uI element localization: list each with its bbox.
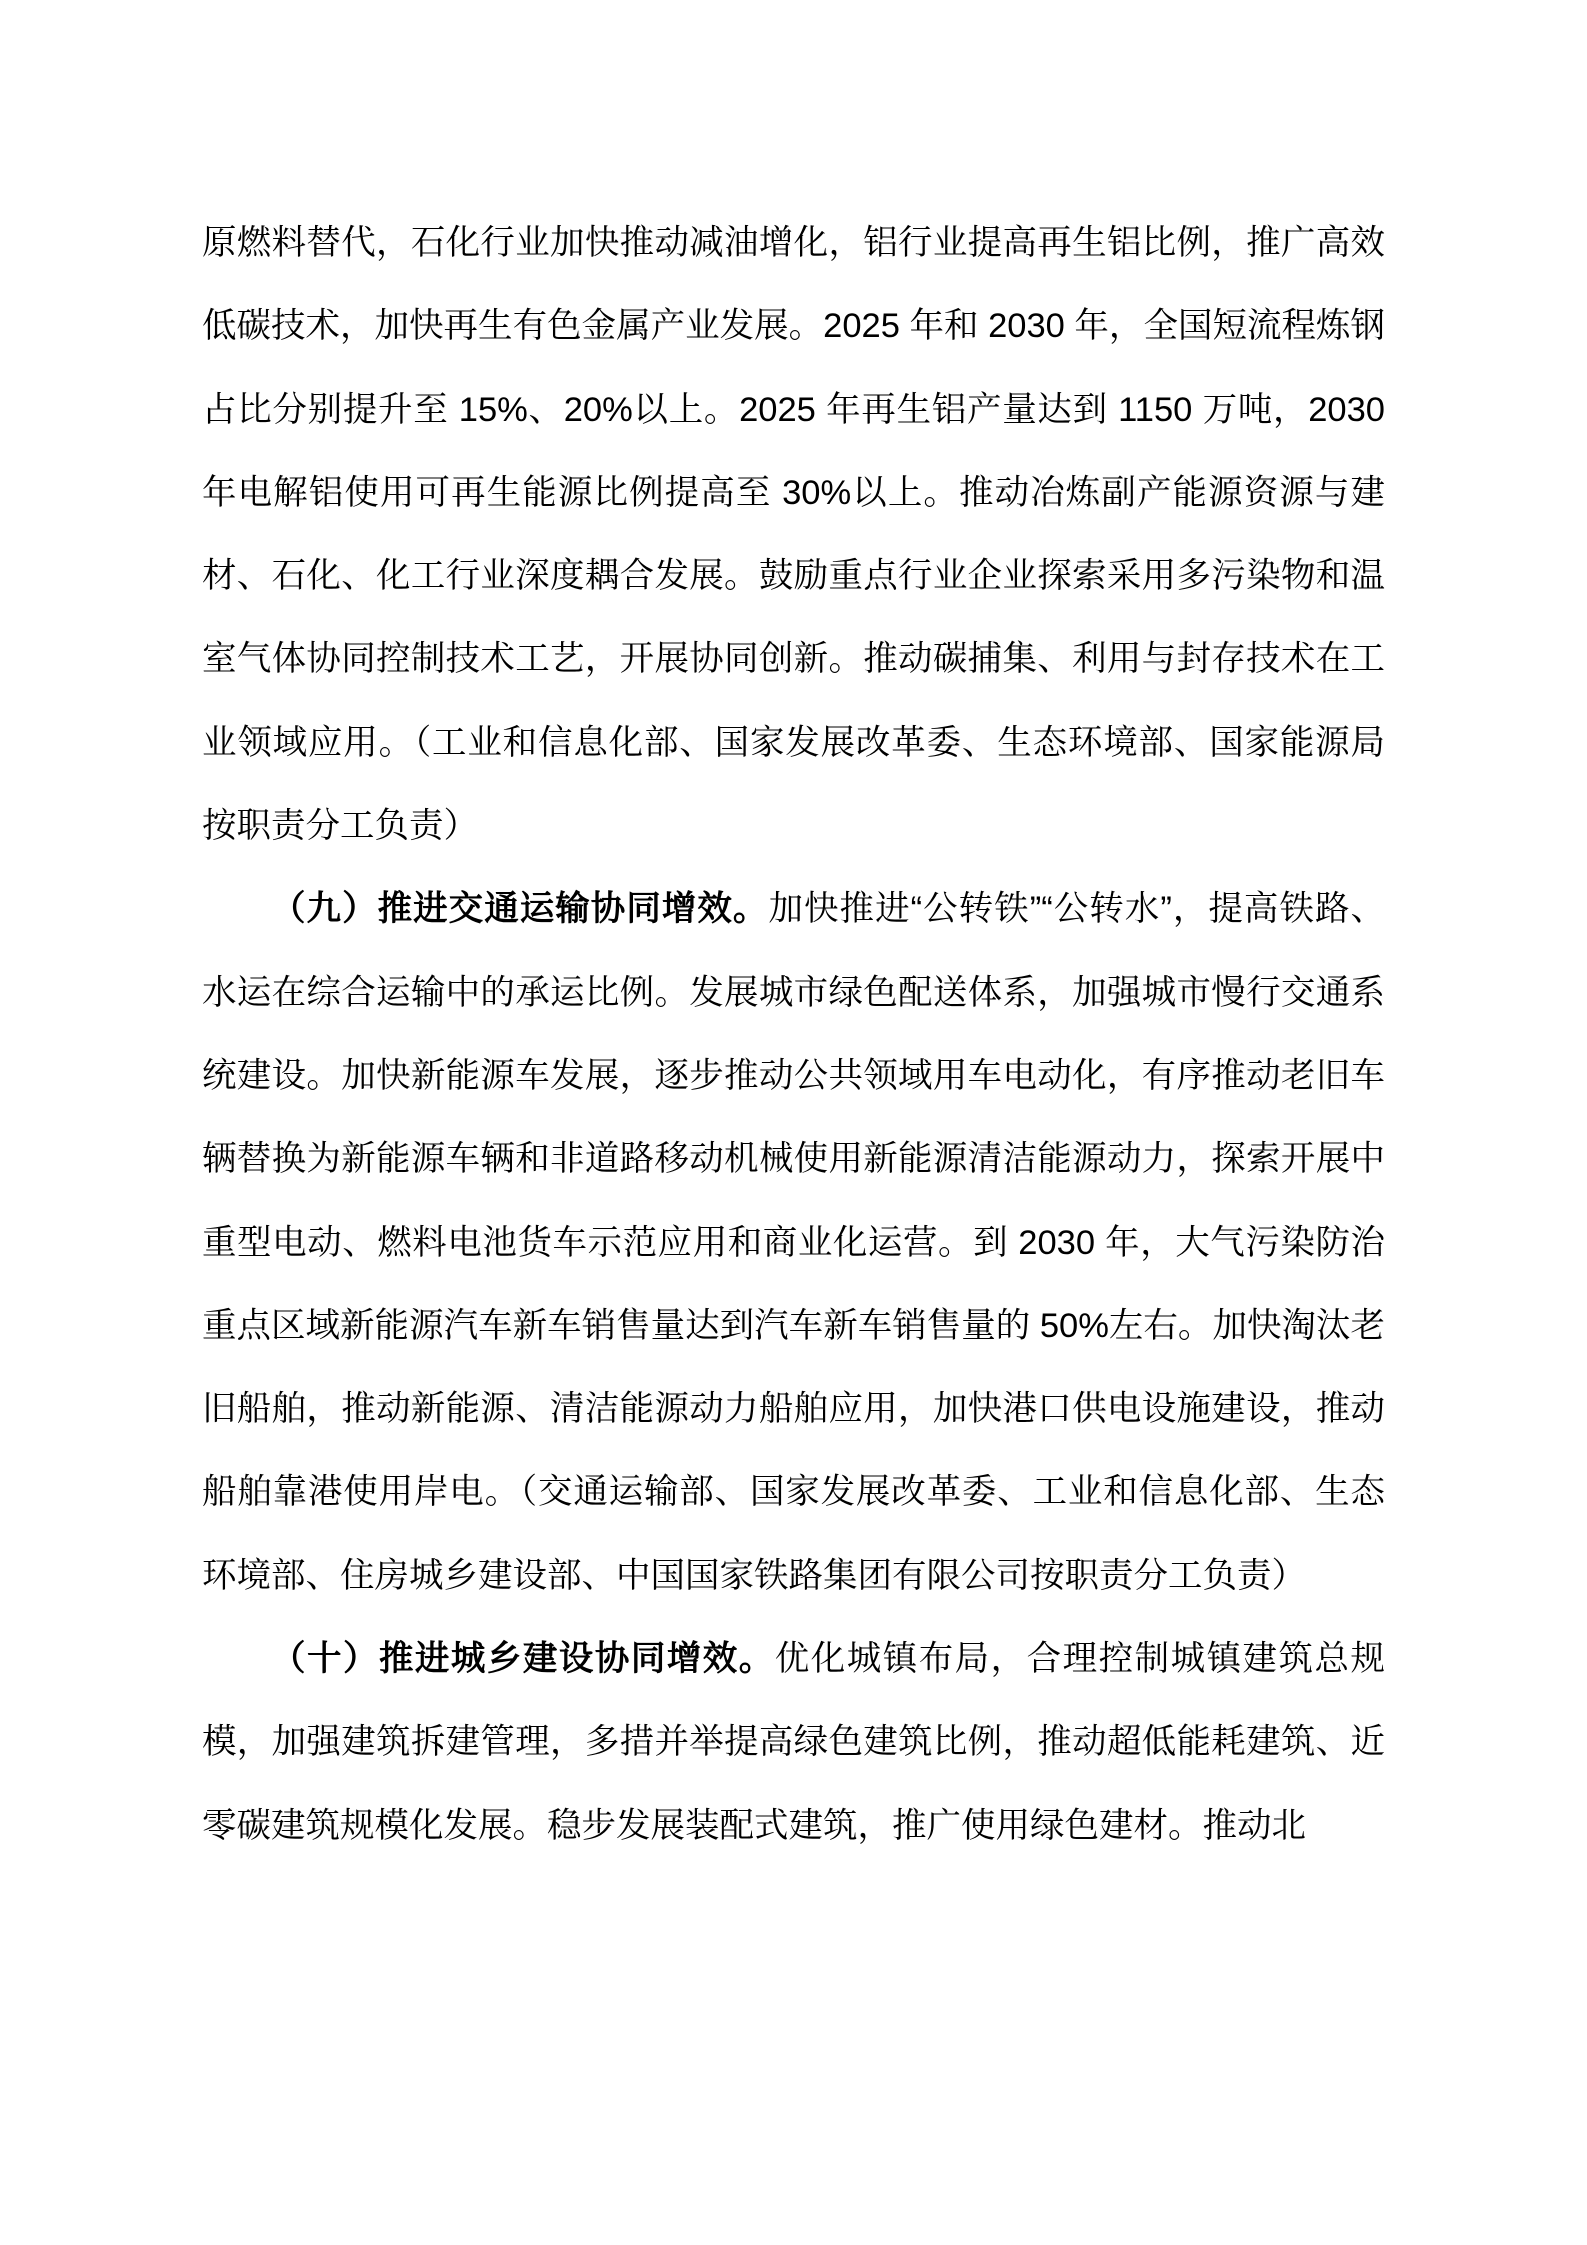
paragraph-urban-rural [202,1618,1385,1868]
paragraph-text: 优化城镇布局，合理控制城镇建筑总规模，加强建筑拆建管理，多措并举提高绿色建筑比例，推动超低能耗建筑、近零碳建筑规模化发展。稳步发展装配式建筑，推广使用绿色建材。推动北 [202,1640,1385,1845]
document-body [202,202,1385,1868]
paragraph-lead: （十）推进城乡建设协同增效。 [271,1640,775,1679]
paragraph-lead: （九）推进交通运输协同增效。 [271,890,769,929]
paragraph-transport [202,868,1385,1618]
paragraph-text: 原燃料替代，石化行业加快推动减油增化，铝行业提高再生铝比例，推广高效低碳技术，加快再生有色金属产业发展。2025 年和 2030 年，全国短流程炼钢占比分别提升至 15%、20%以上。2025 年再生铝产量达到 1150 万吨，2030 年电解铝使用可再生能源比例提高至 30%以上。推动冶炼副产能源资源与建材、石化、化工行业深度耦合发展。鼓励重点行业企业探索采用多污染物和温室气体协同控制技术工艺，开展协同创新。推动碳捕集、利用与封存技术在工业领域应用。（工业和信息化部、国家发展改革委、生态环境部、国家能源局按职责分工负责） [202,224,1385,846]
paragraph-text: 加快推进“公转铁”“公转水”，提高铁路、水运在综合运输中的承运比例。发展城市绿色配送体系，加强城市慢行交通系统建设。加快新能源车发展，逐步推动公共领域用车电动化，有序推动老旧车辆替换为新能源车辆和非道路移动机械使用新能源清洁能源动力，探索开展中重型电动、燃料电池货车示范应用和商业化运营。到 2030 年，大气污染防治重点区域新能源汽车新车销售量达到汽车新车销售量的 50%左右。加快淘汰老旧船舶，推动新能源、清洁能源动力船舶应用，加快港口供电设施建设，推动船舶靠港使用岸电。（交通运输部、国家发展改革委、工业和信息化部、生态环境部、住房城乡建设部、中国国家铁路集团有限公司按职责分工负责） [202,890,1386,1595]
paragraph-industry-continuation [202,202,1385,868]
